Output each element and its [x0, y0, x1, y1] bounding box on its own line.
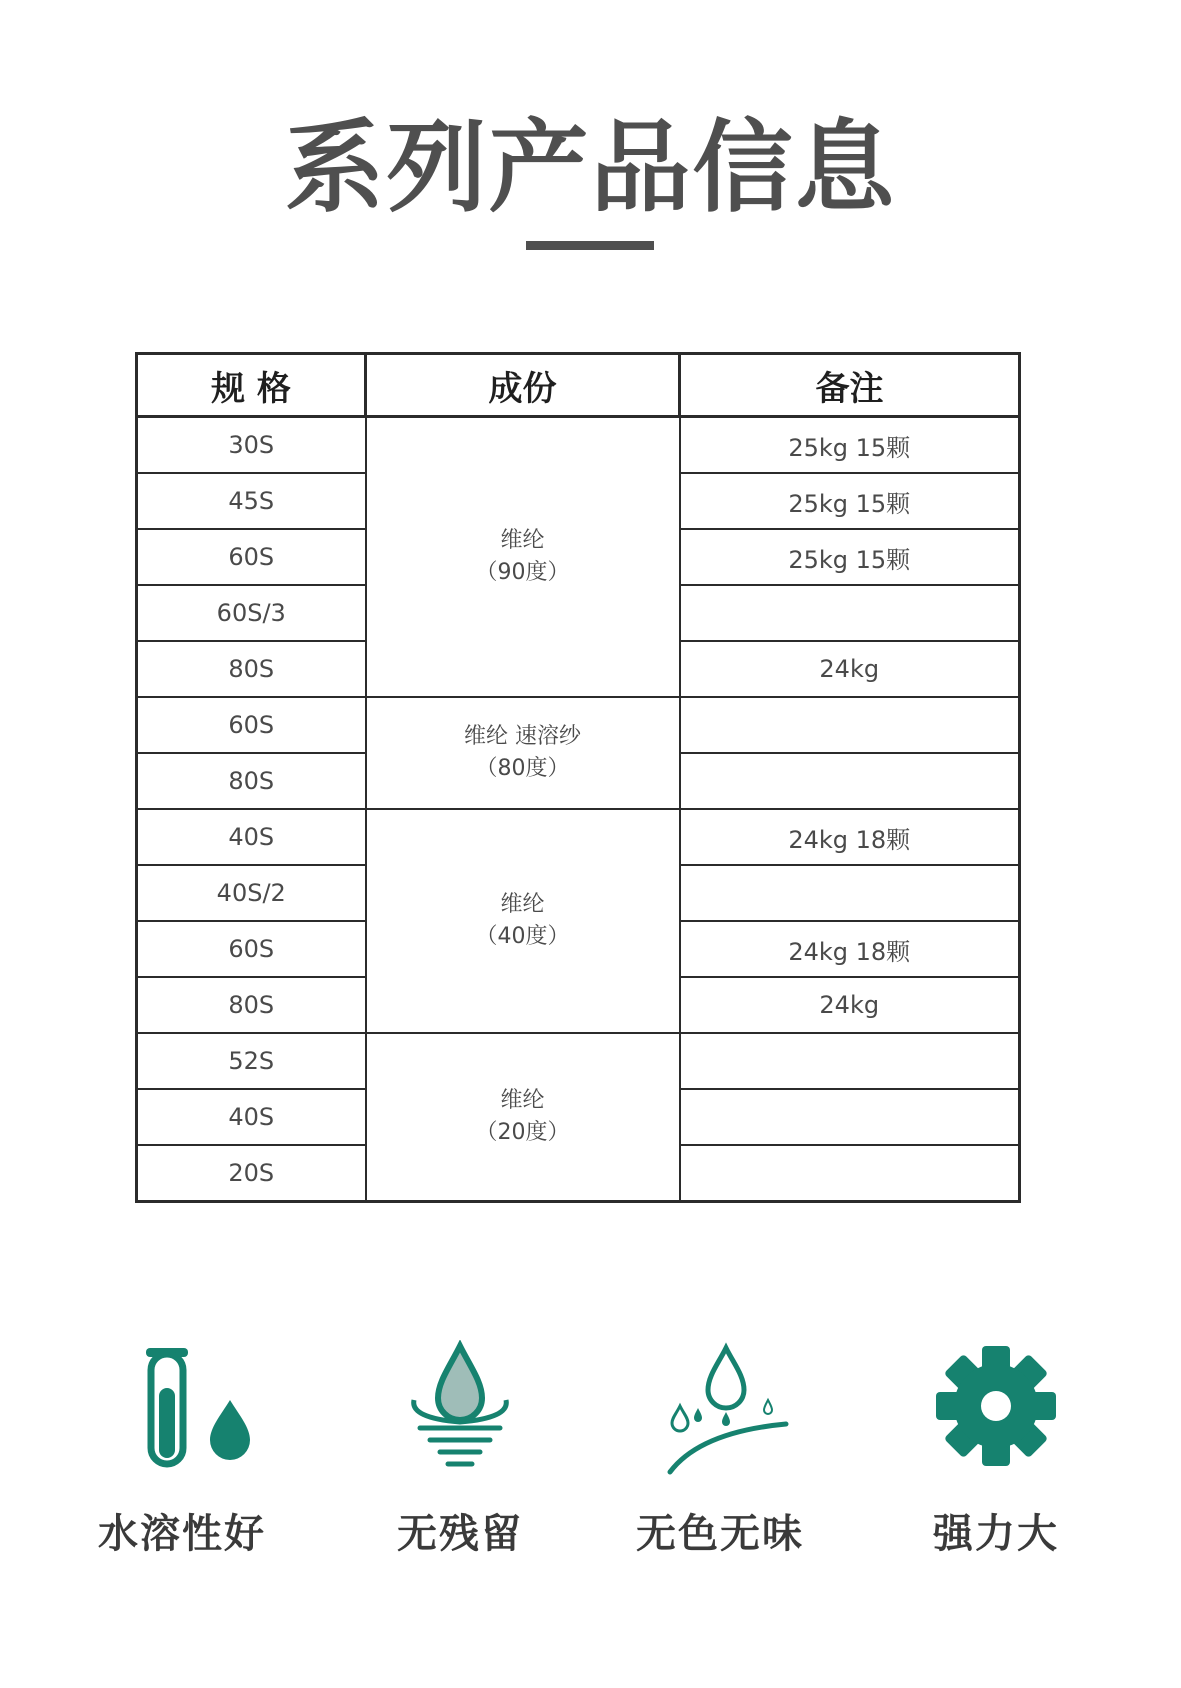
- feature-item: [590, 1340, 850, 1559]
- note-cell: 24kg: [680, 641, 1020, 697]
- table-row: [137, 1033, 1020, 1089]
- spec-cell: 60S: [137, 921, 366, 977]
- feature-item: [866, 1340, 1126, 1559]
- spec-cell: 20S: [137, 1145, 366, 1202]
- note-cell: [680, 1089, 1020, 1145]
- header-note: 备注: [680, 354, 1020, 417]
- composition-name: 维纶: [500, 528, 545, 554]
- feature-label: 水溶性好: [98, 1511, 266, 1557]
- composition-name: 维纶 速溶纱: [464, 724, 581, 750]
- feature-item: [52, 1340, 312, 1559]
- note-cell: 24kg 18颗: [680, 921, 1020, 977]
- table-header-row: [137, 354, 1020, 417]
- note-cell: [680, 865, 1020, 921]
- spec-cell: 40S: [137, 1089, 366, 1145]
- feature-label: 强力大: [933, 1511, 1059, 1557]
- composition-temp: （40度）: [475, 924, 570, 949]
- composition-temp: （20度）: [475, 1120, 570, 1145]
- composition-cell: [366, 697, 680, 809]
- composition-name: 维纶: [500, 892, 545, 918]
- composition-cell: [366, 809, 680, 1033]
- note-cell: [680, 1033, 1020, 1089]
- note-cell: 25kg 15颗: [680, 473, 1020, 529]
- note-cell: 25kg 15颗: [680, 417, 1020, 474]
- spec-cell: 30S: [137, 417, 366, 474]
- spec-cell: 45S: [137, 473, 366, 529]
- spec-cell: 80S: [137, 753, 366, 809]
- product-spec-table: [135, 352, 1021, 1203]
- composition-cell: [366, 417, 680, 698]
- spec-cell: 60S: [137, 697, 366, 753]
- composition-name: 维纶: [500, 1088, 545, 1114]
- feature-list: [0, 1340, 1181, 1560]
- feature-label: 无残留: [397, 1511, 523, 1557]
- spec-cell: 40S/2: [137, 865, 366, 921]
- spec-cell: 40S: [137, 809, 366, 865]
- title-underline: [526, 241, 654, 250]
- note-cell: 24kg 18颗: [680, 809, 1020, 865]
- spec-cell: 80S: [137, 641, 366, 697]
- feature-item: [330, 1340, 590, 1559]
- spec-cell: 60S: [137, 529, 366, 585]
- note-cell: 25kg 15颗: [680, 529, 1020, 585]
- spec-cell: 60S/3: [137, 585, 366, 641]
- test-tube-drop-icon: [102, 1340, 262, 1480]
- note-cell: [680, 697, 1020, 753]
- spec-cell: 52S: [137, 1033, 366, 1089]
- composition-cell: [366, 1033, 680, 1202]
- header-spec: 规 格: [137, 354, 366, 417]
- page-title: 系列产品信息: [284, 109, 897, 226]
- composition-temp: （90度）: [475, 560, 570, 585]
- header-composition: 成份: [366, 354, 680, 417]
- water-drop-ripple-icon: [380, 1340, 540, 1480]
- note-cell: 24kg: [680, 977, 1020, 1033]
- note-cell: [680, 1145, 1020, 1202]
- table-row: [137, 809, 1020, 865]
- note-cell: [680, 753, 1020, 809]
- composition-temp: （80度）: [475, 756, 570, 781]
- drop-splash-icon: [640, 1340, 800, 1480]
- gear-icon: [916, 1340, 1076, 1480]
- table-row: [137, 697, 1020, 753]
- feature-label: 无色无味: [636, 1511, 804, 1557]
- spec-cell: 80S: [137, 977, 366, 1033]
- note-cell: [680, 585, 1020, 641]
- table-row: [137, 417, 1020, 474]
